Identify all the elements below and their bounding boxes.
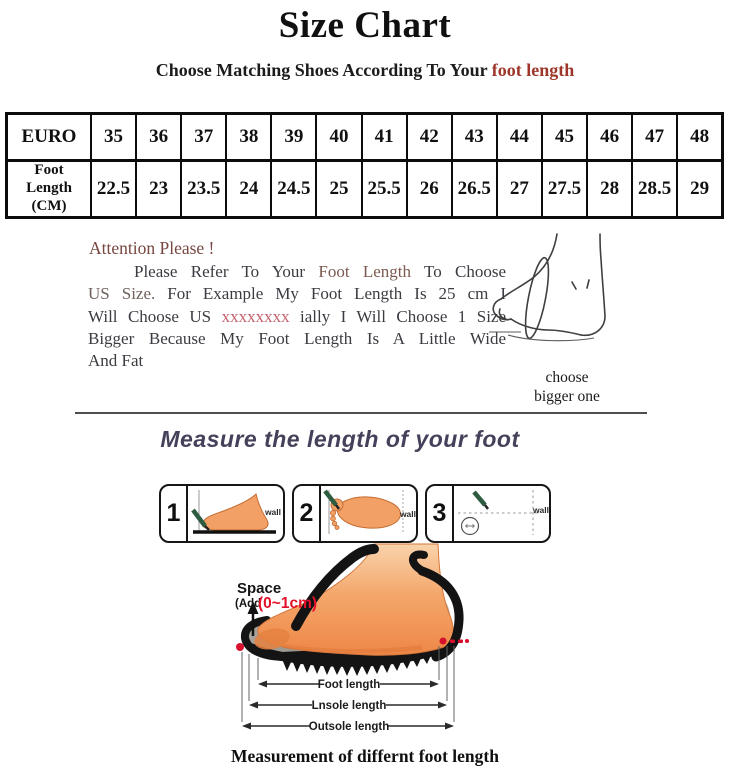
attention-line: [88, 350, 506, 372]
choose-bigger-note: [500, 368, 634, 406]
cm-cell: 22.5: [91, 161, 136, 218]
cm-cell: 25.5: [362, 161, 407, 218]
attention-segment: Please Refer To Your: [134, 262, 319, 281]
subtitle-text: Choose Matching Shoes According To Your: [155, 60, 492, 80]
attention-heading: Attention Please !: [89, 238, 215, 258]
cm-cell: 24: [226, 161, 271, 218]
cm-cell: 28: [587, 161, 632, 218]
size-cell: 40: [316, 114, 361, 161]
size-cell: 35: [91, 114, 136, 161]
measurement-label-foot-length: Foot length: [317, 679, 381, 691]
step-number: 3: [427, 486, 454, 541]
bottom-caption: Measurement of differnt foot length: [231, 746, 499, 766]
step-panel-3: [425, 484, 551, 543]
header-cell-foot-length: Foot Length (CM): [7, 161, 92, 218]
measurement-label-insole-length: Lnsole length: [311, 700, 387, 712]
attention-line: [88, 283, 506, 305]
attention-segment: Will Choose US: [88, 306, 222, 326]
choose-bigger-line1: choose: [545, 369, 589, 386]
cm-cell: 23: [136, 161, 181, 218]
measurement-label-outsole-length: Outsole length: [308, 721, 390, 733]
choose-bigger-line2: bigger one: [534, 388, 600, 405]
size-cell: 41: [362, 114, 407, 161]
size-table-wrap: [5, 112, 724, 219]
section-divider: [75, 412, 647, 414]
attention-segment: xxxxxxxx: [221, 306, 290, 326]
size-cell: 42: [407, 114, 452, 161]
cm-cell: 27: [497, 161, 542, 218]
step-panel-1: [159, 484, 285, 543]
attention-line: [88, 306, 506, 328]
attention-line: [88, 328, 506, 350]
page-title: Size Chart: [278, 5, 452, 46]
attention-segment: Foot Length: [318, 262, 412, 281]
size-cell: 38: [226, 114, 271, 161]
step-diagram-1: [188, 486, 283, 541]
size-table-row-footlength: [7, 161, 723, 218]
toe-marker-dot: [236, 643, 244, 651]
attention-segment: To Choose: [411, 262, 506, 281]
size-cell: 37: [181, 114, 226, 161]
cm-cell: 25: [316, 161, 361, 218]
wall-label: wall: [264, 507, 281, 517]
header-cell-euro: EURO: [7, 114, 92, 161]
attention-segment: For Example My Foot Length Is 25 cm I: [155, 284, 506, 304]
attention-segment: ially I Will Choose 1 Size: [289, 306, 507, 326]
size-cell: 47: [632, 114, 677, 161]
attention-paragraph: [88, 261, 506, 372]
subtitle-accent: foot length: [491, 60, 575, 80]
space-add-label: (Add: [235, 598, 262, 610]
cm-cell: 24.5: [271, 161, 316, 218]
foot-sketch-illustration: [488, 231, 650, 366]
size-cell: 36: [136, 114, 181, 161]
size-cell: 45: [542, 114, 587, 161]
size-cell: 43: [452, 114, 497, 161]
space-label: Space: [237, 580, 282, 597]
subtitle: [0, 60, 730, 81]
size-cell: 46: [587, 114, 632, 161]
steps-row: [159, 484, 551, 543]
cm-cell: 28.5: [632, 161, 677, 218]
size-cell: 39: [271, 114, 316, 161]
step-number: 2: [294, 486, 321, 541]
size-cell: 48: [677, 114, 722, 161]
step-diagram-2: [321, 486, 416, 541]
size-table-row-euro: [7, 114, 723, 161]
attention-segment: And Fat: [88, 351, 144, 371]
space-range-label: (0~1cm): [258, 595, 318, 612]
attention-line: [88, 261, 506, 283]
step-diagram-3: [454, 486, 549, 541]
measure-heading: Measure the length of your foot: [160, 426, 520, 452]
step-panel-2: [292, 484, 418, 543]
attention-segment: US Size.: [88, 284, 156, 304]
cm-cell: 26: [407, 161, 452, 218]
step-number: 1: [161, 486, 188, 541]
cm-cell: 29: [677, 161, 722, 218]
shoe-measurement-illustration: [222, 540, 492, 740]
wall-label: wall: [532, 505, 549, 515]
heel-marker-dot: [440, 638, 447, 645]
cm-cell: 23.5: [181, 161, 226, 218]
cm-cell: 27.5: [542, 161, 587, 218]
size-chart-table: [5, 112, 724, 219]
cm-cell: 26.5: [452, 161, 497, 218]
size-cell: 44: [497, 114, 542, 161]
wall-label: wall: [399, 509, 416, 519]
attention-segment: Bigger Because My Foot Length Is A Little Wide: [88, 328, 506, 348]
